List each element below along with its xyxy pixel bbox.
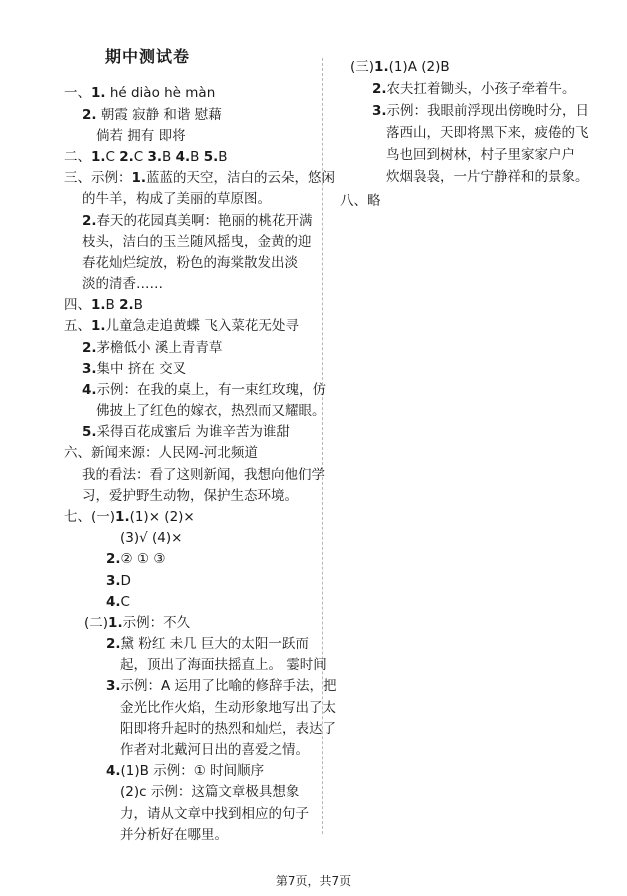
item-number: 4.: [106, 594, 121, 610]
item-number: 3.: [372, 103, 387, 119]
answer-text: D: [120, 573, 131, 589]
answer-line: [82, 381, 326, 399]
item-number: 1.: [131, 170, 147, 186]
answer-text: 落西山，天即将黑下来，疲倦的飞: [386, 125, 589, 141]
item-number: 5.: [82, 424, 97, 440]
answer-line: [82, 254, 298, 272]
answer-line: [386, 124, 589, 142]
answer-text: B: [218, 149, 228, 165]
answer-text: 并分析好在哪里。: [120, 827, 228, 843]
answer-text: 炊烟袅袅，一片宁静祥和的景象。: [386, 169, 589, 185]
answer-line: [340, 192, 381, 210]
answer-text: 的牛羊，构成了美丽的草原图。: [82, 191, 271, 207]
item-number: 2.: [119, 297, 134, 313]
answer-text: (1)B 示例：① 时间顺序: [120, 763, 265, 779]
answer-text: 金光比作火焰，生动形象地写出了太: [120, 700, 336, 716]
answer-line: [120, 783, 299, 801]
answer-line: [120, 699, 336, 717]
answer-text: 三、示例：: [64, 170, 132, 186]
answer-text: 黛 粉红 未几 巨大的太阳一跃而: [120, 636, 309, 652]
item-number: 2.: [372, 81, 387, 97]
answer-line: [64, 444, 258, 462]
answer-text: 朝霞 寂静 和谐 慰藉: [96, 107, 222, 123]
answer-text: 示例：在我的桌上，有一束红玫瑰，仿: [96, 382, 327, 398]
answer-text: C: [133, 149, 148, 165]
answer-text: B: [105, 297, 120, 313]
item-number: 1.: [91, 318, 106, 334]
item-number: 4.: [175, 149, 191, 165]
answer-text: ② ① ③: [120, 551, 166, 567]
answer-text: 集中 挤在 交叉: [96, 361, 187, 377]
answer-line: [372, 102, 589, 120]
item-number: 2.: [82, 213, 97, 229]
page-footer: 第7页，共7页: [275, 874, 352, 888]
answer-text: 佛披上了红色的嫁衣，热烈而又耀眼。: [96, 403, 326, 419]
answer-text: 枝头，洁白的玉兰随风摇曳，金黄的迎: [82, 234, 312, 250]
answer-text: 示例：我眼前浮现出傍晚时分，日: [386, 103, 590, 119]
answer-line: [106, 635, 309, 653]
answer-text: 茅檐低小 溪上青青草: [96, 340, 223, 356]
item-number: 4.: [82, 382, 97, 398]
answer-line: [82, 275, 163, 293]
answer-text: 我的看法：看了这则新闻，我想向他们学: [82, 467, 325, 483]
answer-line: [82, 360, 186, 378]
answer-line: [120, 720, 336, 738]
item-number: 1.: [91, 85, 106, 101]
answer-line: [106, 593, 130, 611]
answer-line: [82, 233, 312, 251]
answer-line: [120, 656, 327, 674]
answer-text: (二): [84, 615, 109, 631]
answer-line: [350, 58, 450, 76]
answer-text: 鸟也回到树林，村子里家家户户: [386, 147, 575, 163]
answer-text: hé diào hè màn: [105, 85, 216, 101]
item-number: 1.: [91, 297, 106, 313]
answer-text: 五、: [64, 318, 91, 334]
answer-text: 示例：不久: [122, 615, 191, 631]
answer-text: 淡的清香……: [82, 276, 163, 292]
answer-line: [82, 212, 313, 230]
answer-text: C: [105, 149, 120, 165]
answer-line: [64, 508, 195, 526]
answer-text: 四、: [64, 297, 91, 313]
answer-text: 蓝蓝的天空，洁白的云朵，悠闲: [146, 170, 336, 186]
answer-line: [120, 805, 309, 823]
answer-text: 儿童急走追黄蝶 飞入菜花无处寻: [105, 318, 299, 334]
item-number: 1.: [115, 509, 130, 525]
answer-text: 起，顶出了海面扶摇直上。 霎时间: [120, 657, 327, 673]
item-number: 2.: [82, 340, 97, 356]
answer-line: [120, 741, 309, 759]
item-number: 2.: [82, 107, 97, 123]
page-title: 期中测试卷: [105, 47, 191, 66]
answer-text: 采得百花成蜜后 为谁辛苦为谁甜: [96, 424, 290, 440]
answer-line: [82, 487, 298, 505]
answer-text: 八、略: [340, 193, 381, 209]
answer-text: (1)A (2)B: [388, 59, 450, 75]
answer-text: 六、新闻来源：人民网-河北频道: [64, 445, 258, 461]
answer-text: 七、(一): [64, 509, 116, 525]
item-number: 3.: [106, 573, 121, 589]
answer-text: 一、: [64, 85, 91, 101]
item-number: 5.: [203, 149, 219, 165]
answer-line: [120, 826, 228, 844]
answer-line: [82, 423, 290, 441]
answer-line: [106, 677, 337, 695]
item-number: 2.: [106, 551, 121, 567]
answer-text: 倘若 拥有 即将: [96, 128, 186, 144]
answer-text: B: [190, 149, 204, 165]
answer-text: (3)√ (4)×: [120, 530, 183, 546]
answer-text: B: [162, 149, 176, 165]
answer-text: (2)c 示例：这篇文章极具想象: [120, 784, 300, 800]
answer-line: [64, 317, 299, 335]
answer-text: 二、: [64, 149, 91, 165]
item-number: 4.: [106, 763, 121, 779]
answer-line: [82, 190, 271, 208]
answer-text: (三): [350, 59, 375, 75]
answer-text: 农夫扛着锄头，小孩子牵着牛。: [386, 81, 576, 97]
answer-text: 示例：A 运用了比喻的修辞手法，把: [120, 678, 337, 694]
answer-text: (1)× (2)×: [129, 509, 195, 525]
answer-line: [64, 169, 335, 187]
answer-line: [64, 296, 143, 314]
answer-line: [386, 168, 589, 186]
answer-text: 春花灿烂绽放，粉色的海棠散发出淡: [82, 255, 298, 271]
answer-line: [82, 106, 222, 124]
answer-line: [64, 148, 227, 166]
answer-line: [106, 762, 264, 780]
item-number: 1.: [108, 615, 123, 631]
answer-line: [372, 80, 576, 98]
answer-line: [82, 339, 222, 357]
answer-line: [106, 550, 165, 568]
item-number: 1.: [374, 59, 389, 75]
answer-text: B: [133, 297, 143, 313]
answer-text: 春天的花园真美啊：艳丽的桃花开满: [96, 213, 313, 229]
answer-line: [106, 572, 131, 590]
item-number: 2.: [106, 636, 121, 652]
answer-text: C: [120, 594, 130, 610]
answer-line: [84, 614, 190, 632]
item-number: 1.: [91, 149, 106, 165]
answer-line: [64, 84, 215, 102]
answer-text: 习，爱护野生动物，保护生态环境。: [82, 488, 298, 504]
item-number: 3.: [106, 678, 121, 694]
answer-line: [96, 127, 186, 145]
answer-line: [82, 466, 325, 484]
answer-line: [386, 146, 575, 164]
answer-line: [120, 529, 182, 547]
answer-text: 阳即将升起时的热烈和灿烂，表达了: [120, 721, 336, 737]
item-number: 3.: [82, 361, 97, 377]
item-number: 2.: [119, 149, 134, 165]
answer-line: [96, 402, 326, 420]
answer-text: 作者对北戴河日出的喜爱之情。: [120, 742, 309, 758]
item-number: 3.: [147, 149, 163, 165]
answer-text: 力，请从文章中找到相应的句子: [120, 806, 309, 822]
